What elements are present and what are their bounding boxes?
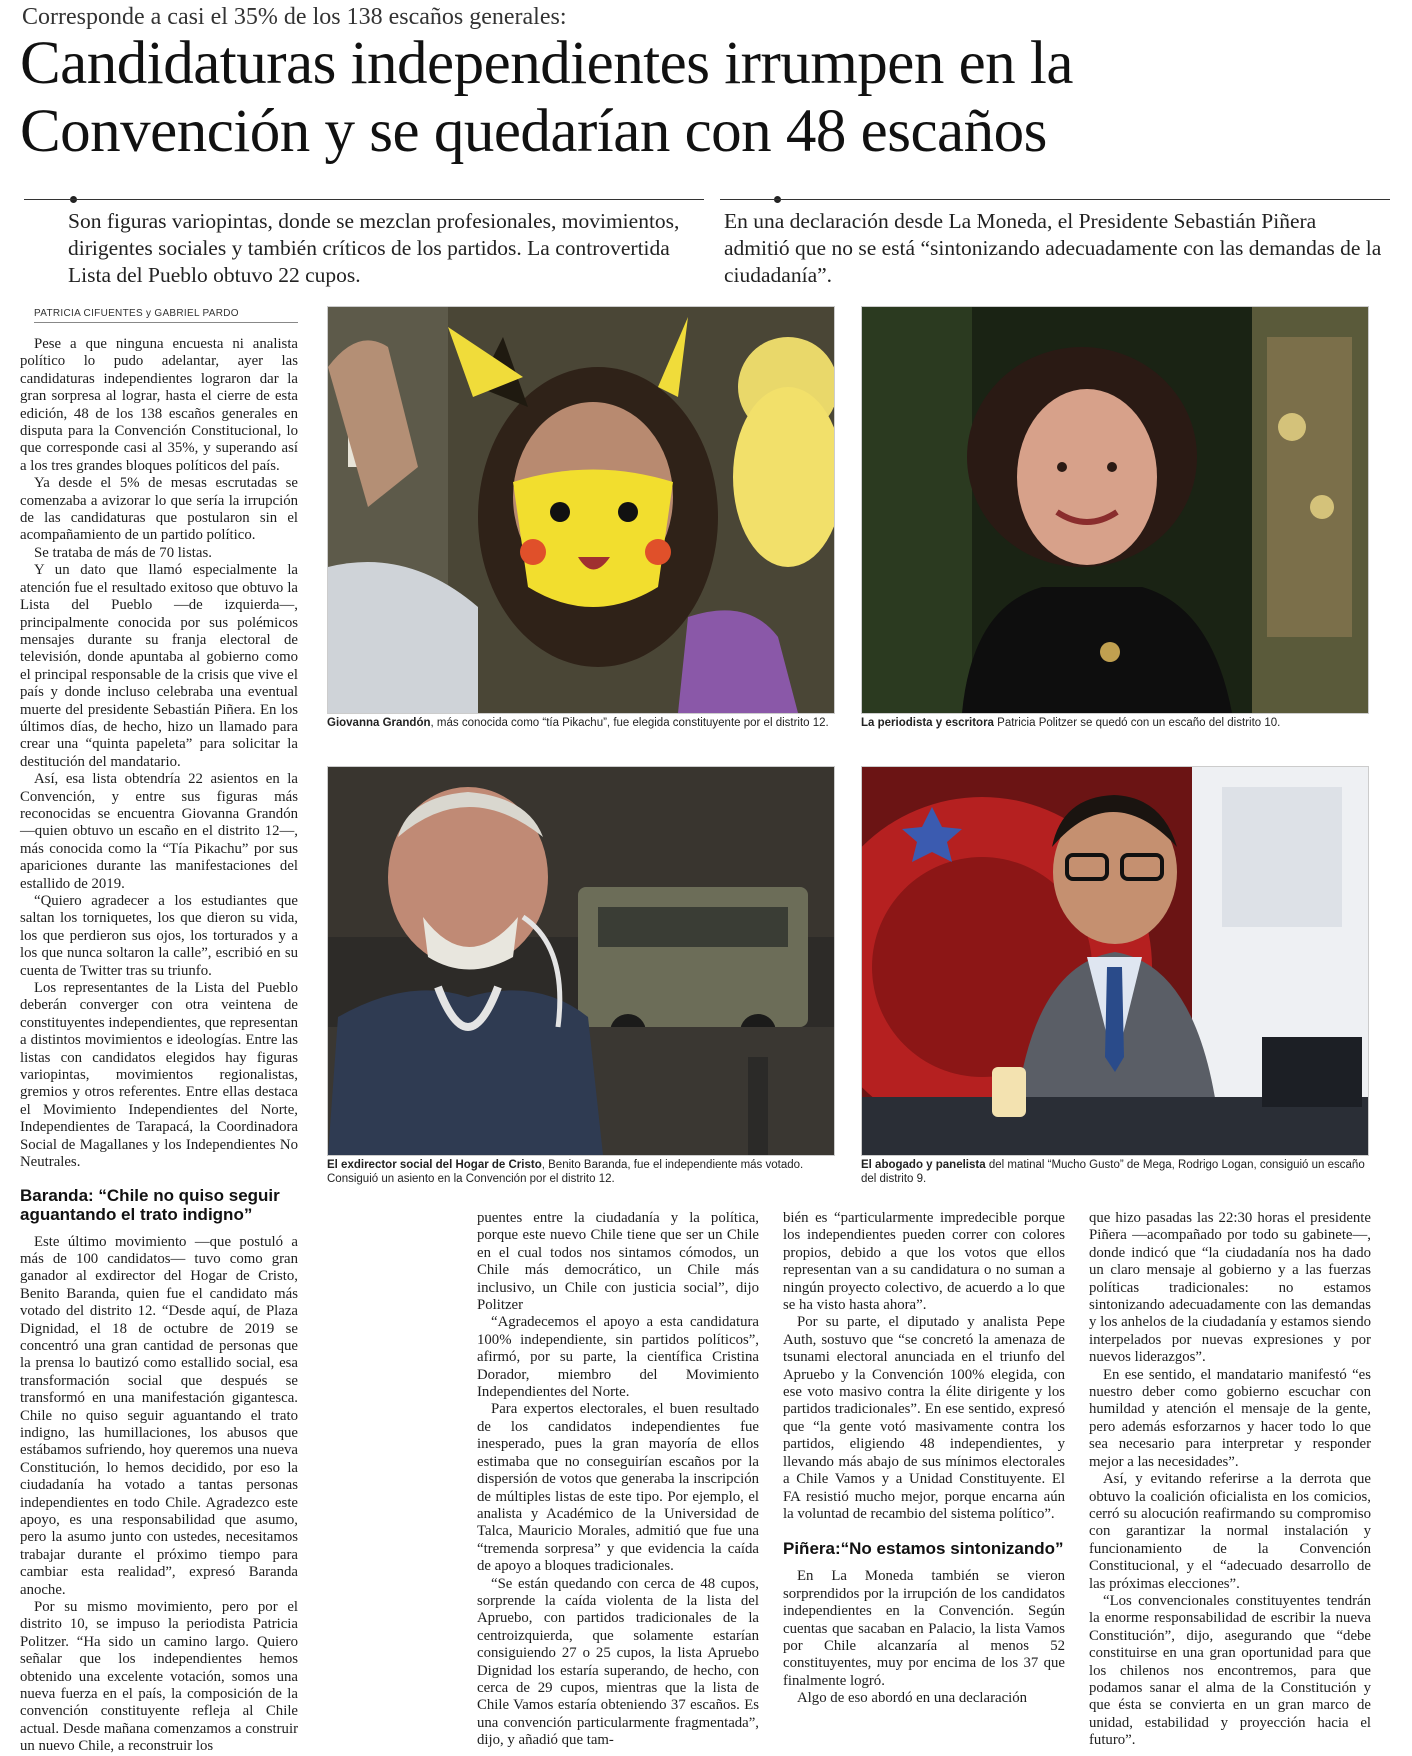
col4-paragraph: Así, y evitando referirse a la derrota que obtuvo la coalición oficialista en los comicios, cerró su alocución reafirmando su compromiso con garantizar la normal instalación y funcionamiento de la Convención Constitucional, y el “adecuado desarrollo de las próximas elecciones”. xyxy=(1089,1471,1371,1592)
col2-paragraph: “Se están quedando con cerca de 48 cupos, sorprende la caída violenta de la lista del Apruebo, con partidos tradicionales de la centroizquierda, que solamente estarían consiguiendo 27 o 25 cupos, la lista Apruebo Dignidad los estaría superando, de hecho, con cerca de 29 cupos, mientras que la lista de Chile Vamos estaría obteniendo 37 escaños. Es una convención particularmente fragmentada”, dijo, y añadió que tam- xyxy=(477,1575,759,1749)
col2-paragraph: “Agradecemos el apoyo a esta candidatura 100% independiente, sin partidos políticos”, afirmó, por su parte, la científica Cristina Dorador, miembro del Movimiento Independientes del Norte. xyxy=(477,1314,759,1401)
col1-paragraph: “Quiero agradecer a los estudiantes que saltan los torniquetes, los que dieron su vida, los que perdieron sus ojos, los torturados y a los que nunca soltaron la calle”, escribió en su cuenta de Twitter tras su triunfo. xyxy=(20,893,298,979)
deck-right-rule xyxy=(720,199,1390,200)
byline-rule xyxy=(34,322,298,323)
caption-photo-2-text: Patricia Politzer se quedó con un escaño del distrito 10. xyxy=(993,717,1281,729)
col1-paragraph: Ya desde el 5% de mesas escrutadas se comenzaba a avizorar lo que sería la irrupción de las candidaturas que postularon sin el acompañamiento de un partido político. xyxy=(20,475,298,544)
byline: PATRICIA CIFUENTES y GABRIEL PARDO xyxy=(34,308,239,319)
photo-logan-illustration xyxy=(862,767,1368,1155)
caption-photo-3-text: , Benito Baranda, fue el independiente más votado. Consiguió un asiento en la Convención por el distrito 12. xyxy=(327,1159,804,1185)
kicker: Corresponde a casi el 35% de los 138 escaños generales: xyxy=(22,4,567,30)
col1-paragraph: Así, esa lista obtendría 22 asientos en la Convención, y entre sus figuras más reconocidas se encuentra Giovanna Grandón —quien obtuvo un escaño en el distrito 12—, más conocida como la “Tía Pikachu” por sus apariciones durante las manifestaciones del estallido de 2019. xyxy=(20,771,298,892)
caption-photo-3-bold: El exdirector social del Hogar de Cristo xyxy=(327,1159,542,1171)
column-3 xyxy=(783,1210,1065,1708)
deck-left: Son figuras variopintas, donde se mezclan profesionales, movimientos, dirigentes sociales y también críticos de los partidos. La controvertida Lista del Pueblo obtuvo 22 cupos. xyxy=(68,209,680,287)
caption-photo-3 xyxy=(327,1158,833,1186)
column-4 xyxy=(1089,1210,1371,1750)
caption-photo-4-text: del matinal “Mucho Gusto” de Mega, Rodrigo Logan, consiguió un escaño del distrito 9. xyxy=(861,1159,1365,1185)
subhead-baranda: Baranda: “Chile no quiso seguir aguantando el trato indigno” xyxy=(20,1185,280,1224)
photo-giovanna-grandon xyxy=(327,306,835,714)
column-1 xyxy=(20,336,298,1756)
col2-paragraph: Para expertos electorales, el buen resultado de los candidatos independientes fue inesperado, pues la gran mayoría de ellos estimaba que no conseguirían escaños por la dispersión de votos que generaba la inscripción de múltiples listas de este tipo. Por ejemplo, el analista y Académico de la Universidad de Talca, Mauricio Morales, admitió que fue una “tremenda sorpresa” y que evidencia la caída de apoyo a bloques tradicionales. xyxy=(477,1401,759,1575)
col1-paragraph: Y un dato que llamó especialmente la atención fue el resultado exitoso que obtuvo la Lista del Pueblo —de izquierda—, principalmente conocida por sus polémicos mensajes durante su franja electoral de televisión, donde apuntaba al gobierno como el principal responsable de la crisis que vive el país y donde incluso celebraba una eventual muerte del presidente Sebastián Piñera. En los últimos días, de hecho, hizo un llamado para crear una “quinta papeleta” para solicitar la destitución del mandatario. xyxy=(20,562,298,770)
photo-politzer-illustration xyxy=(862,307,1368,713)
deck-left-rule xyxy=(24,199,704,200)
col4-paragraph: “Los convencionales constituyentes tendrán la enorme responsabilidad de escribir la nueva Constitución”, dijo, asegurando que “debe constituirse en una gran oportunidad para que los chilenos nos encontremos, para que podamos sanar el alma de la Constitución y que ésta se convierta en un gran marco de unidad, estabilidad y proyección hacia el futuro”. xyxy=(1089,1592,1371,1749)
photo-baranda-illustration xyxy=(328,767,834,1155)
caption-photo-1-bold: Giovanna Grandón xyxy=(327,717,431,729)
photo-benito-baranda xyxy=(327,766,835,1156)
headline-line-1: Candidaturas independientes irrumpen en la xyxy=(20,30,1073,97)
col1-paragraph: Los representantes de la Lista del Pueblo deberán converger con otra veintena de constituyentes independientes, que representan a distintos movimientos e ideologías. Entre las listas con candidatos elegidos hay figuras variopintas, movimientos regionalistas, gremios y otros referentes. Entre ellas destaca el Movimiento Independientes del Norte, Independientes de Tarapacá, la Coordinadora Social de Magallanes y los Independientes No Neutrales. xyxy=(20,980,298,1171)
col1-paragraph: Se trataba de más de 70 listas. xyxy=(34,544,212,561)
caption-photo-4 xyxy=(861,1158,1367,1186)
col1-paragraph: Este último movimiento —que postuló a más de 100 candidatos— tuvo como gran ganador al exdirector del Hogar de Cristo, Benito Baranda, quien fue el candidato más votado del distrito 12. “Desde aquí, de Plaza Dignidad, el 18 de octubre de 2019 se concentró una gran cantidad de personas que la prensa lo bautizó como estallido social, esa transformación social que después se transformó en una manifestación gigantesca. Chile no quiso seguir aguantando el trato indigno, las humillaciones, los abusos que estábamos sufriendo, hoy queremos una nueva Constitución, lo hemos decidido, por eso la ciudadanía ha votado a tantas personas independientes en todo Chile. Agradezco este apoyo, es una responsabilidad que asumo, pero la asumo junto con ustedes, necesitamos trabajar durante el próximo tiempo para cambiar esta realidad”, expresó Baranda anoche. xyxy=(20,1233,298,1598)
col4-paragraph: que hizo pasadas las 22:30 horas el presidente Piñera —acompañado por todo su gabinete—, donde indicó que “la ciudadanía nos ha dado un claro mensaje al gobierno y a las fuerzas políticas tradicionales: no estamos sintonizando adecuadamente con las demandas y los anhelos de la ciudadanía y estamos siendo interpelados por nuevas expresiones y por nuevos liderazgos”. xyxy=(1089,1210,1371,1366)
col3-paragraph: En La Moneda también se vieron sorprendidos por la irrupción de los candidatos independientes en la Convención. Según cuentas que sacaban en Palacio, la lista Vamos por Chile alcanzaría al menos 52 constituyentes, muy por encima de los 37 que finalmente logró. xyxy=(783,1568,1065,1689)
headline-line-2: Convención y se quedarían con 48 escaños xyxy=(20,98,1047,165)
caption-photo-2 xyxy=(861,716,1367,730)
col2-paragraph: puentes entre la ciudadanía y la política, porque este nuevo Chile tiene que ser un Chile en el cual todos nos sintamos cómodos, un Chile más democrático, un Chile más inclusivo, un Chile con justicia social”, dijo Politzer xyxy=(477,1210,759,1314)
photo-patricia-politzer xyxy=(861,306,1369,714)
deck-right: En una declaración desde La Moneda, el Presidente Sebastián Piñera admitió que no se está “sintonizando adecuadamente con las demandas de la ciudadanía”. xyxy=(724,209,1382,287)
photo-rodrigo-logan xyxy=(861,766,1369,1156)
subhead-pinera: Piñera:“No estamos sintonizando” xyxy=(783,1539,1064,1559)
col1-paragraph: Pese a que ninguna encuesta ni analista político lo pudo adelantar, ayer las candidaturas independientes lograron dar la gran sorpresa al lograr, hasta el cierre de esta edición, 48 de los 138 escaños generales en disputa para la Convención Constitucional, lo que corresponde casi al 35%, y superando así a los tres grandes bloques políticos del país. xyxy=(20,336,298,474)
headline xyxy=(20,30,1400,166)
column-2 xyxy=(477,1210,759,1750)
caption-photo-1-text: , más conocida como “tía Pikachu”, fue elegida constituyente por el distrito 12. xyxy=(430,717,829,729)
caption-photo-1 xyxy=(327,716,833,730)
col3-paragraph: Por su parte, el diputado y analista Pepe Auth, sostuvo que “se concretó la amenaza de tsunami electoral anunciada en el triunfo del Apruebo y la Convención 100% elegida, con ese voto masivo contra la élite dirigente y los partidos tradicionales”. En ese sentido, expresó que “la gente votó masivamente contra los partidos, eligiendo 48 independientes, y llevando más abajo de sus mínimos electorales a Chile Vamos y a Unidad Constituyente. El FA resistió mucho mejor, porque encarna aún la voluntad de recambio del sistema político”. xyxy=(783,1314,1065,1522)
col1-paragraph: Por su mismo movimiento, pero por el distrito 10, se impuso la periodista Patricia Politzer. “Ha sido un camino largo. Quiero señalar que los independientes hemos obtenido una excelente votación, somos una nueva fuerza en el país, la composición de la convención constituyente refleja al Chile actual. Desde mañana comenzamos a construir un nuevo Chile, a reconstruir los xyxy=(20,1599,298,1755)
col3-paragraph: bién es “particularmente impredecible porque los independientes pueden correr con colores propios, debido a que los votos que ellos representan van a su candidatura o no suman a ningún proyecto colectivo, de acuerdo a lo que se ha visto hasta ahora”. xyxy=(783,1210,1065,1314)
col3-paragraph: Algo de eso abordó en una declaración xyxy=(797,1690,1028,1707)
caption-photo-2-bold: La periodista y escritora xyxy=(861,717,994,729)
col4-paragraph: En ese sentido, el mandatario manifestó “es nuestro deber como gobierno escuchar con humildad y atención el mensaje de la gente, pero además esforzarnos y hacer todo lo que sea necesario para interpretar y responder mejor a las necesidades”. xyxy=(1089,1366,1371,1470)
photo-pikachu-illustration xyxy=(328,307,834,713)
caption-photo-4-bold: El abogado y panelista xyxy=(861,1159,986,1171)
